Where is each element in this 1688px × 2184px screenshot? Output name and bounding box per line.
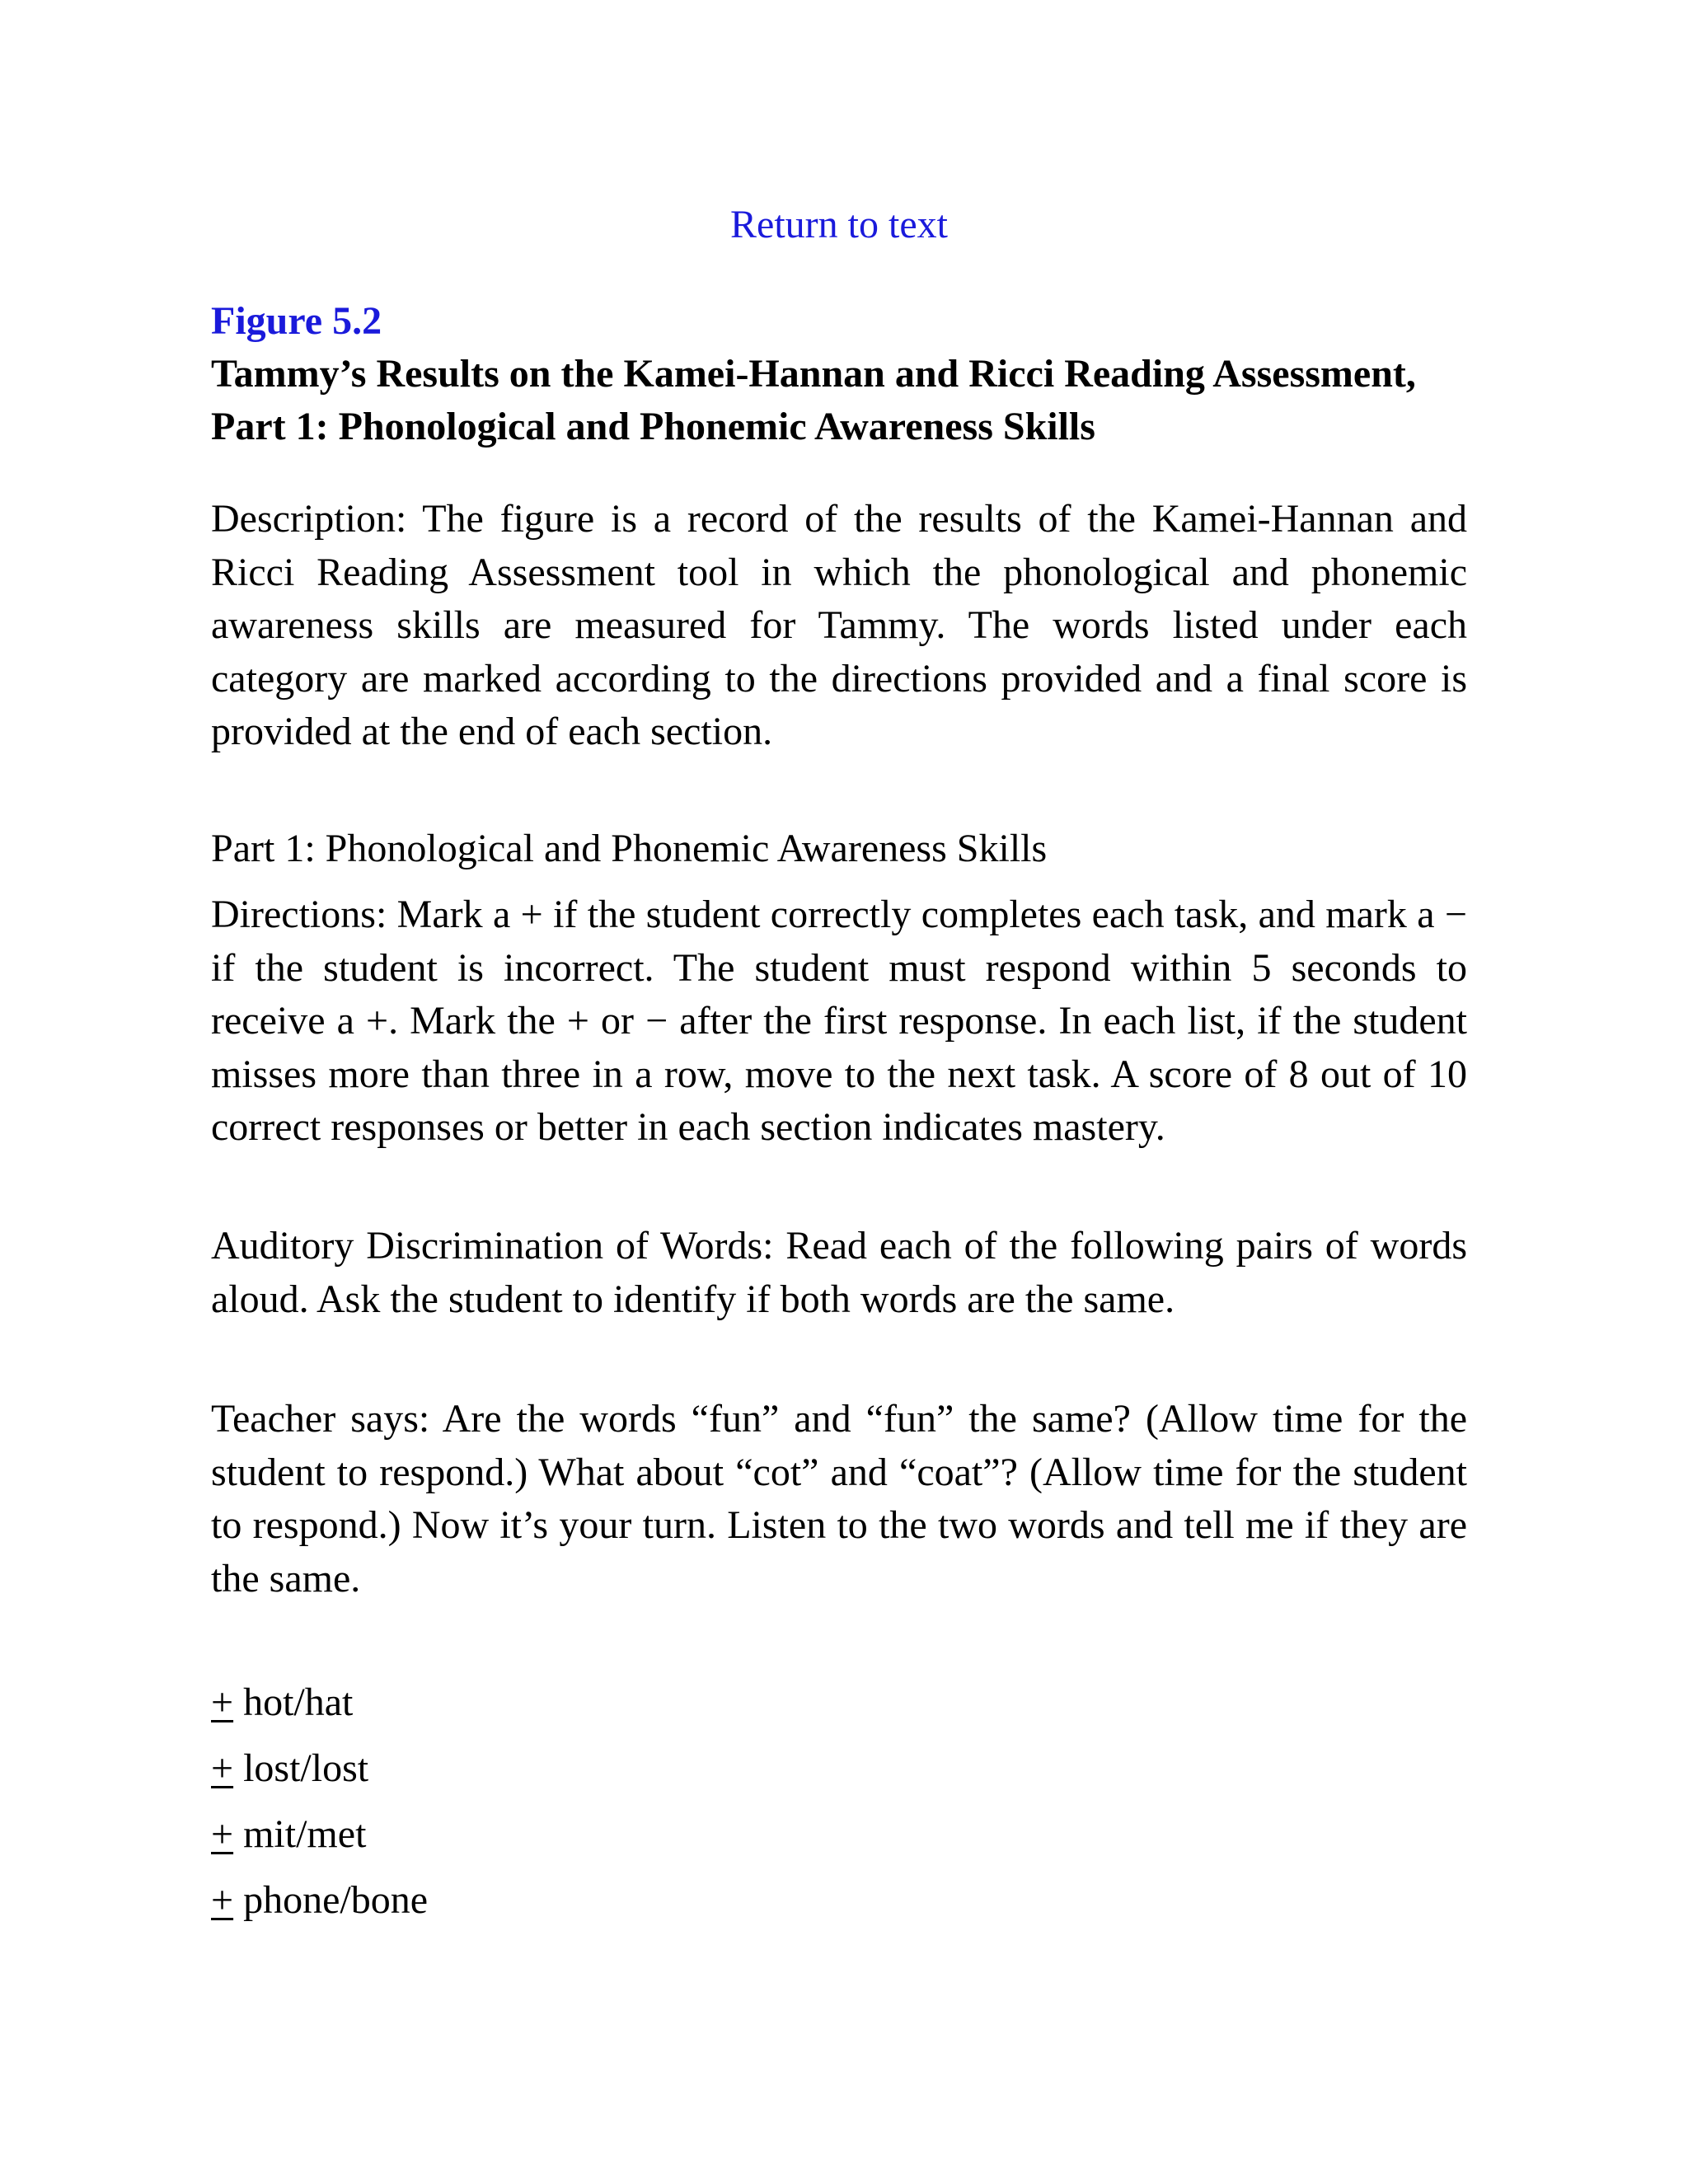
auditory-instructions: Auditory Discrimination of Words: Read each of the following pairs of words aloud. Ask the student to identify if both words are the same. (211, 1224, 1467, 1321)
directions-paragraph: Directions: Mark a + if the student correctly completes each task, and mark a − if the student is incorrect. The student must respond within 5 seconds to receive a +. Mark the + or − after the first response. In each list, if the student misses more than three in a row, move to the next task. A score of 8 out of 10 correct responses or better in each section indicates mastery. (211, 893, 1467, 1149)
return-to-text-link[interactable]: Return to text (730, 203, 948, 246)
score-mark: + (211, 1680, 234, 1724)
word-pair: phone/bone (243, 1878, 429, 1922)
list-item (211, 1675, 353, 1730)
list-item (211, 1873, 428, 1928)
score-mark: + (211, 1812, 234, 1856)
word-pair: mit/met (243, 1812, 367, 1856)
list-item (211, 1807, 366, 1862)
description-paragraph: Description: The figure is a record of the results of the Kamei-Hannan and Ricci Reading Assessment tool in which the phonological and phonemic awareness skills are measured for Tammy. The words listed under each category are marked according to the directions provided and a final score is provided at the end of each section. (211, 497, 1467, 753)
score-mark: + (211, 1746, 234, 1790)
list-item (211, 1741, 368, 1796)
teacher-says-paragraph: Teacher says: Are the words “fun” and “fun” the same? (Allow time for the student to respond.) What about “cot” and “coat”? (Allow time for the student to respond.) Now it’s your turn. Listen to the two words and tell me if they are the same. (211, 1397, 1467, 1601)
score-mark: + (211, 1878, 234, 1922)
word-pair: hot/hat (243, 1680, 354, 1724)
word-pair: lost/lost (243, 1746, 369, 1790)
figure-title: Tammy’s Results on the Kamei-Hannan and Ricci Reading Assessment, Part 1: Phonological and Phonemic Awareness Skills (211, 352, 1416, 448)
part-heading: Part 1: Phonological and Phonemic Awareness Skills (211, 827, 1048, 870)
figure-label: Figure 5.2 (211, 299, 382, 343)
